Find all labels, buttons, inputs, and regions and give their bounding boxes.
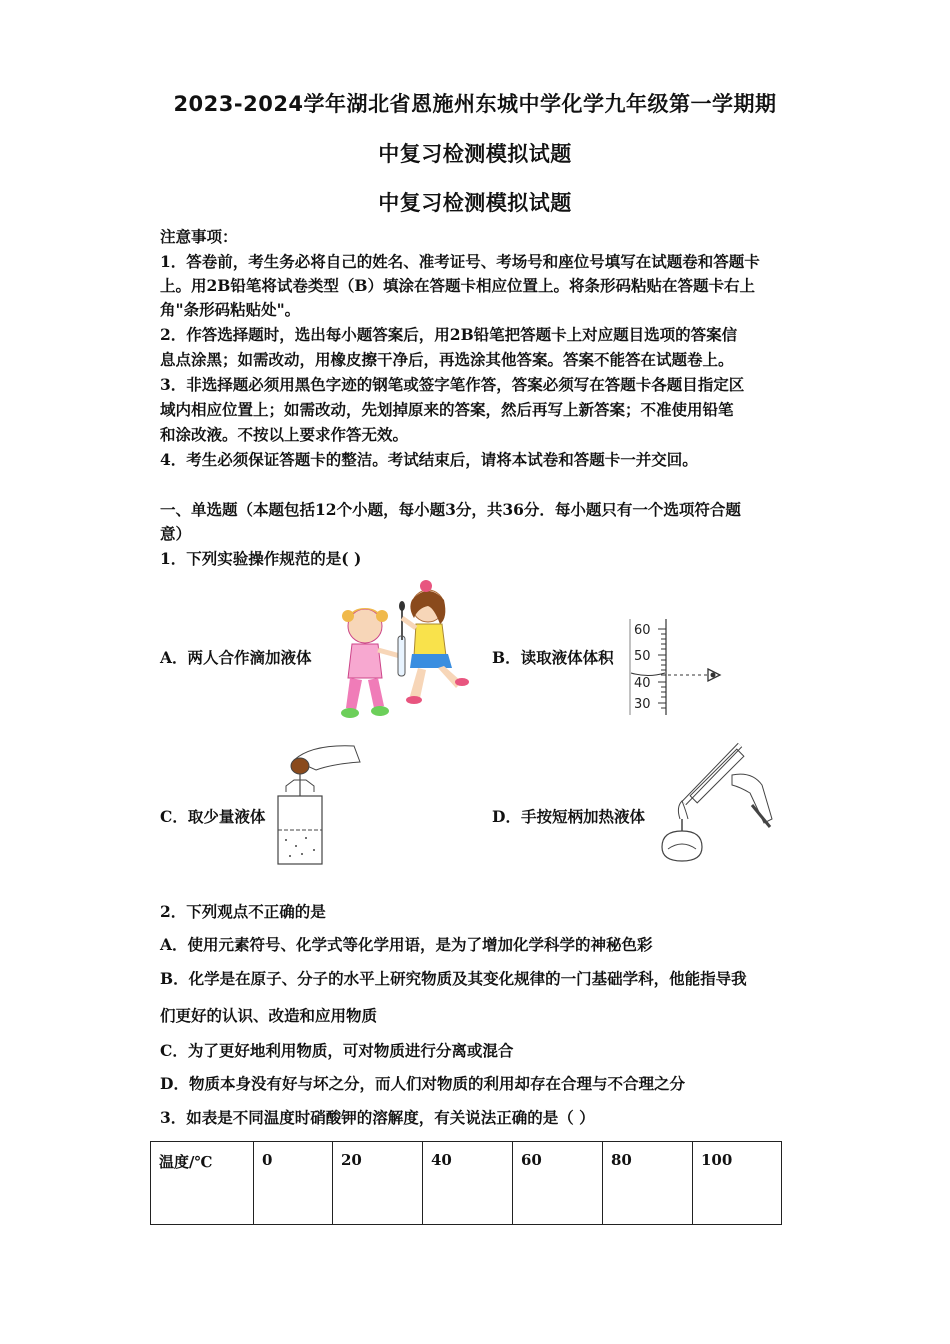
two-kids-dropper-illustration <box>330 578 470 723</box>
cylinder-tick-50: 50 <box>634 649 651 664</box>
table-cell: 0 <box>254 1142 333 1225</box>
q1-option-d-label: D．手按短柄加热液体 <box>492 807 645 826</box>
notice-line: 4．考生必须保证答题卡的整洁。考试结束后，请将本试卷和答题卡一并交回。 <box>160 450 698 469</box>
q1-option-a[interactable] <box>160 646 312 668</box>
q2-option-b[interactable]: B．化学是在原子、分子的水平上研究物质及其变化规律的一门基础学科，他能指导我 <box>160 969 747 988</box>
notice-heading: 注意事项： <box>160 227 238 246</box>
dropper-bottle-illustration <box>272 740 362 868</box>
cylinder-tick-60: 60 <box>634 623 651 638</box>
cylinder-tick-40: 40 <box>634 676 651 691</box>
question-1-stem: 1．下列实验操作规范的是( ) <box>160 549 362 568</box>
q1-option-b[interactable] <box>492 646 614 668</box>
heating-test-tube-illustration <box>652 735 777 870</box>
question-3-stem: 3．如表是不同温度时硝酸钾的溶解度，有关说法正确的是（ ） <box>160 1108 595 1127</box>
graduated-cylinder-illustration <box>628 615 728 720</box>
notice-line: 域内相应位置上；如需改动，先划掉原来的答案，然后再写上新答案；不准使用铅笔 <box>160 400 734 419</box>
q2-option-a[interactable]: A．使用元素符号、化学式等化学用语，是为了增加化学科学的神秘色彩 <box>160 935 653 954</box>
page-title-line2: 中复习检测模拟试题 <box>378 142 572 166</box>
q1-option-c[interactable] <box>160 805 265 827</box>
notice-line: 1．答卷前，考生务必将自己的姓名、准考证号、考场号和座位号填写在试题卷和答题卡 <box>160 252 760 271</box>
q1-option-a-label: A．两人合作滴加液体 <box>160 648 312 667</box>
table-cell: 温度/℃ <box>151 1142 254 1225</box>
notice-line: 息点涂黑；如需改动，用橡皮擦干净后，再选涂其他答案。答案不能答在试题卷上。 <box>160 350 734 369</box>
section-heading: 一、单选题（本题包括12个小题，每小题3分，共36分．每小题只有一个选项符合题 <box>160 500 741 519</box>
q2-option-d[interactable]: D．物质本身没有好与坏之分，而人们对物质的利用却存在合理与不合理之分 <box>160 1074 685 1093</box>
q1-option-b-label: B．读取液体体积 <box>492 648 614 667</box>
q2-option-b-cont[interactable]: 们更好的认识、改造和应用物质 <box>160 1006 378 1025</box>
table-cell: 60 <box>513 1142 603 1225</box>
page-title-line3: 中复习检测模拟试题 <box>378 191 572 215</box>
table-row <box>151 1142 782 1225</box>
table-cell: 80 <box>603 1142 693 1225</box>
table-cell: 100 <box>693 1142 782 1225</box>
notice-line: 上。用2B铅笔将试卷类型（B）填涂在答题卡相应位置上。将条形码粘贴在答题卡右上 <box>160 276 755 295</box>
q1-option-d[interactable] <box>492 805 645 827</box>
page-title: 2023-2024学年湖北省恩施州东城中学化学九年级第一学期期 <box>173 92 777 116</box>
q1-option-c-label: C．取少量液体 <box>160 807 266 826</box>
question-2-stem: 2．下列观点不正确的是 <box>160 902 326 921</box>
q2-option-c[interactable]: C．为了更好地利用物质，可对物质进行分离或混合 <box>160 1041 514 1060</box>
notice-line: 和涂改液。不按以上要求作答无效。 <box>160 425 409 444</box>
table-cell: 20 <box>333 1142 423 1225</box>
notice-line: 3．非选择题必须用黑色字迹的钢笔或签字笔作答，答案必须写在答题卡各题目指定区 <box>160 375 745 394</box>
cylinder-tick-30: 30 <box>634 697 651 712</box>
table-cell: 40 <box>423 1142 513 1225</box>
solubility-table <box>150 1141 782 1225</box>
section-heading-cont: 意） <box>160 524 192 543</box>
notice-line: 角"条形码粘贴处"。 <box>160 300 301 319</box>
notice-line: 2．作答选择题时，选出每小题答案后，用2B铅笔把答题卡上对应题目选项的答案信 <box>160 325 738 344</box>
